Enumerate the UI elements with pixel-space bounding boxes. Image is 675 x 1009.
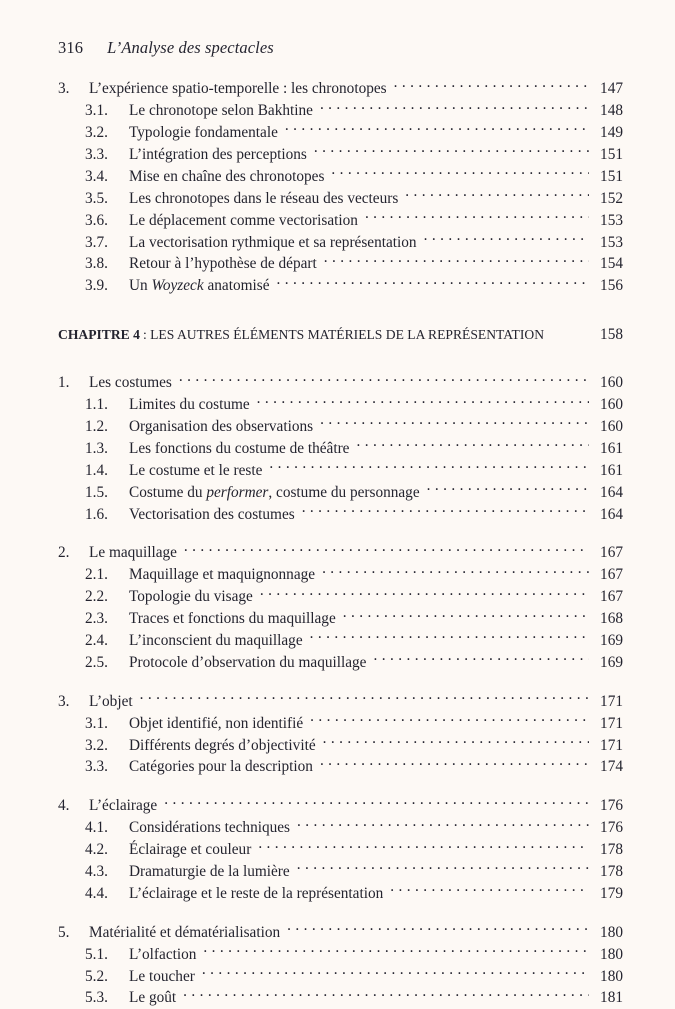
toc-entry-page-number: 149 <box>593 123 623 144</box>
toc-entry-label: Les costumes <box>89 373 179 394</box>
toc-dot-leader <box>310 630 589 645</box>
toc-entry-subsection[interactable] <box>58 608 623 630</box>
toc-entry-label: Retour à l’hypothèse de départ <box>129 254 324 275</box>
toc-entry-subsection[interactable] <box>58 965 623 987</box>
toc-dot-leader <box>184 542 589 557</box>
toc-entry-page-number: 153 <box>593 233 623 254</box>
toc-entry-page-number: 169 <box>593 631 623 652</box>
toc-entry-label: Différents degrés d’objectivité <box>129 736 323 757</box>
toc-entry-label: Protocole d’observation du maquillage <box>129 653 373 674</box>
toc-entry-page-number: 147 <box>593 79 623 100</box>
toc-entry-number: 1.3. <box>85 439 129 460</box>
toc-entry-label: Limites du costume <box>129 395 257 416</box>
toc-entry-number: 5.2. <box>85 967 129 988</box>
toc-entry-subsection[interactable] <box>58 652 623 674</box>
toc-entry-page-number: 161 <box>593 439 623 460</box>
toc-entry-page-number: 178 <box>593 862 623 883</box>
toc-entry-subsection[interactable] <box>58 144 623 166</box>
toc-entry-page-number: 167 <box>593 587 623 608</box>
toc-entry-label: L’objet <box>89 692 140 713</box>
toc-entry-page-number: 152 <box>593 189 623 210</box>
toc-entry-page-number: 179 <box>593 884 623 905</box>
toc-dot-leader <box>203 943 589 958</box>
toc-dot-leader <box>365 209 589 224</box>
toc-entry-number: 3.3. <box>85 757 129 778</box>
toc-entry-number: 5. <box>58 923 89 944</box>
toc-dot-leader <box>343 608 589 623</box>
toc-entry-subsection[interactable] <box>58 586 623 608</box>
toc-entry-number: 3.9. <box>85 276 129 297</box>
toc-dot-leader <box>427 481 589 496</box>
toc-entry-number: 1.2. <box>85 417 129 438</box>
toc-dot-leader <box>258 839 589 854</box>
toc-entry-page-number: 178 <box>593 840 623 861</box>
toc-entry-page-number: 148 <box>593 101 623 122</box>
toc-entry-subsection[interactable] <box>58 503 623 525</box>
toc-dot-leader <box>297 861 589 876</box>
toc-entry-section[interactable] <box>58 795 623 817</box>
toc-dot-leader <box>140 690 589 705</box>
toc-entry-label: Mise en chaîne des chronotopes <box>129 167 331 188</box>
toc-entry-section[interactable] <box>58 690 623 712</box>
toc-entry-subsection[interactable] <box>58 756 623 778</box>
toc-dot-leader <box>260 586 589 601</box>
toc-dot-leader <box>373 652 589 667</box>
toc-entry-label: Costume du performer, costume du personnage <box>129 483 427 504</box>
toc-entry-page-number: 180 <box>593 967 623 988</box>
toc-entry-label: L’éclairage et le reste de la représentation <box>129 884 390 905</box>
toc-entry-number: 5.3. <box>85 988 129 1009</box>
toc-entry-number: 2.4. <box>85 631 129 652</box>
toc-entry-number: 3. <box>58 79 89 100</box>
toc-entry-label: Éclairage et couleur <box>129 840 258 861</box>
toc-dot-leader <box>202 965 589 980</box>
running-head <box>58 38 274 58</box>
chapter-title: : LES AUTRES ÉLÉMENTS MATÉRIELS DE LA REPRÉSENTATION <box>143 325 544 345</box>
toc-entry-label: Traces et fonctions du maquillage <box>129 609 343 630</box>
toc-entry-number: 4.4. <box>85 884 129 905</box>
toc-entry-label: L’expérience spatio-temporelle : les chronotopes <box>89 79 394 100</box>
toc-entry-page-number: 154 <box>593 254 623 275</box>
toc-section-group <box>58 690 623 778</box>
toc-entry-subsection[interactable] <box>58 734 623 756</box>
toc-dot-leader <box>356 438 589 453</box>
toc-groups-after-chapter <box>58 372 623 1009</box>
toc-entry-label: Considérations techniques <box>129 818 297 839</box>
chapter-tag: CHAPITRE 4 <box>58 325 143 345</box>
toc-entry-page-number: 160 <box>593 373 623 394</box>
toc-entry-page-number: 180 <box>593 923 623 944</box>
toc-entry-page-number: 151 <box>593 145 623 166</box>
toc-entry-page-number: 161 <box>593 461 623 482</box>
toc-entry-number: 4.1. <box>85 818 129 839</box>
toc-entry-subsection[interactable] <box>58 187 623 209</box>
toc-entry-page-number: 171 <box>593 736 623 757</box>
toc-dot-leader <box>324 253 589 268</box>
toc-dot-leader <box>320 756 589 771</box>
toc-dot-leader <box>276 275 589 290</box>
toc-entry-number: 4. <box>58 796 89 817</box>
toc-entry-subsection[interactable] <box>58 564 623 586</box>
toc-dot-leader <box>323 734 589 749</box>
toc-entry-label: Les fonctions du costume de théâtre <box>129 439 356 460</box>
toc-dot-leader <box>164 795 589 810</box>
toc-entry-label: Vectorisation des costumes <box>129 505 302 526</box>
toc-entry-number: 2.3. <box>85 609 129 630</box>
toc-dot-leader <box>320 416 589 431</box>
toc-entry-number: 2. <box>58 543 89 564</box>
toc-entry-number: 2.1. <box>85 565 129 586</box>
toc-entry-number: 5.1. <box>85 945 129 966</box>
toc-entry-label: Un Woyzeck anatomisé <box>129 276 276 297</box>
page-folio-number: 316 <box>58 38 83 58</box>
toc-entry-page-number: 176 <box>593 796 623 817</box>
toc-entry-number: 4.2. <box>85 840 129 861</box>
toc-entry-label: Organisation des observations <box>129 417 320 438</box>
toc-entry-subsection[interactable] <box>58 231 623 253</box>
toc-entry-subsection[interactable] <box>58 209 623 231</box>
toc-entry-page-number: 153 <box>593 211 623 232</box>
toc-entry-number: 1. <box>58 373 89 394</box>
toc-entry-subsection[interactable] <box>58 861 623 883</box>
toc-entry-subsection[interactable] <box>58 987 623 1009</box>
toc-entry-number: 2.2. <box>85 587 129 608</box>
toc-dot-leader <box>322 564 589 579</box>
toc-entry-number: 3. <box>58 692 89 713</box>
toc-entry-section[interactable] <box>58 922 623 944</box>
toc-entry-subsection[interactable] <box>58 416 623 438</box>
toc-entry-number: 1.6. <box>85 505 129 526</box>
toc-entry-label: L’intégration des perceptions <box>129 145 314 166</box>
toc-entry-subsection[interactable] <box>58 712 623 734</box>
toc-entry-label: Le toucher <box>129 967 202 988</box>
toc-entry-label: Le maquillage <box>89 543 184 564</box>
toc-dot-leader <box>331 166 589 181</box>
toc-section-group <box>58 372 623 525</box>
toc-entry-page-number: 156 <box>593 276 623 297</box>
toc-entry-label: Le costume et le reste <box>129 461 269 482</box>
toc-entry-section[interactable] <box>58 542 623 564</box>
toc-entry-number: 3.2. <box>85 736 129 757</box>
toc-entry-page-number: 168 <box>593 609 623 630</box>
toc-entry-label: L’éclairage <box>89 796 164 817</box>
toc-dot-leader <box>257 394 589 409</box>
toc-entry-number: 3.1. <box>85 101 129 122</box>
toc-entry-number: 1.1. <box>85 395 129 416</box>
toc-entry-page-number: 167 <box>593 565 623 586</box>
toc-entry-subsection[interactable] <box>58 166 623 188</box>
toc-entry-subsection[interactable] <box>58 100 623 122</box>
toc-entry-subsection[interactable] <box>58 253 623 275</box>
toc-dot-leader <box>269 459 589 474</box>
toc-dot-leader <box>424 231 589 246</box>
toc-entry-subsection[interactable] <box>58 394 623 416</box>
toc-entry-number: 1.4. <box>85 461 129 482</box>
toc-dot-leader <box>314 144 589 159</box>
toc-dot-leader <box>302 503 589 518</box>
book-title: L’Analyse des spectacles <box>107 38 274 58</box>
toc-dot-leader <box>405 187 589 202</box>
toc-dot-leader <box>287 922 589 937</box>
toc-entry-subsection[interactable] <box>58 883 623 905</box>
toc-dot-leader <box>394 78 589 93</box>
toc-section-group <box>58 78 623 297</box>
toc-entry-label: Typologie fondamentale <box>129 123 285 144</box>
toc-entry-page-number: 174 <box>593 757 623 778</box>
toc-entry-page-number: 181 <box>593 988 623 1009</box>
toc-entry-page-number: 180 <box>593 945 623 966</box>
toc-entry-page-number: 160 <box>593 417 623 438</box>
toc-entry-label: Dramaturgie de la lumière <box>129 862 297 883</box>
toc-entry-page-number: 169 <box>593 653 623 674</box>
toc-entry-subsection[interactable] <box>58 438 623 460</box>
toc-entry-label: Le déplacement comme vectorisation <box>129 211 365 232</box>
toc-dot-leader <box>297 817 589 832</box>
toc-entry-subsection[interactable] <box>58 943 623 965</box>
toc-entry-label: L’olfaction <box>129 945 203 966</box>
toc-entry-number: 3.4. <box>85 167 129 188</box>
toc-section-group <box>58 542 623 673</box>
toc-entry-subsection[interactable] <box>58 275 623 297</box>
toc-entry-number: 4.3. <box>85 862 129 883</box>
toc-dot-leader <box>390 883 589 898</box>
chapter-heading <box>58 325 623 345</box>
toc-section-group <box>58 795 623 904</box>
toc-entry-subsection[interactable] <box>58 122 623 144</box>
toc-entry-page-number: 171 <box>593 692 623 713</box>
toc-entry-subsection[interactable] <box>58 630 623 652</box>
toc-entry-page-number: 151 <box>593 167 623 188</box>
chapter-page-number: 158 <box>593 325 623 345</box>
toc-entry-page-number: 160 <box>593 395 623 416</box>
toc-section-group <box>58 922 623 1009</box>
toc-entry-number: 3.1. <box>85 714 129 735</box>
toc-entry-section[interactable] <box>58 372 623 394</box>
toc-dot-leader <box>285 122 589 137</box>
toc-entry-number: 2.5. <box>85 653 129 674</box>
toc-groups-before-chapter <box>58 78 623 297</box>
toc-entry-number: 3.6. <box>85 211 129 232</box>
toc-entry-label: Le chronotope selon Bakhtine <box>129 101 320 122</box>
toc-entry-page-number: 164 <box>593 483 623 504</box>
toc-entry-number: 3.7. <box>85 233 129 254</box>
toc-entry-label: Maquillage et maquignonnage <box>129 565 322 586</box>
toc-entry-page-number: 171 <box>593 714 623 735</box>
toc-entry-label: Objet identifié, non identifié <box>129 714 310 735</box>
toc-entry-label: Matérialité et dématérialisation <box>89 923 287 944</box>
toc-entry-label: L’inconscient du maquillage <box>129 631 310 652</box>
toc-dot-leader <box>183 987 589 1002</box>
toc-entry-section[interactable] <box>58 78 623 100</box>
toc-entry-subsection[interactable] <box>58 817 623 839</box>
toc-entry-label: La vectorisation rythmique et sa représentation <box>129 233 424 254</box>
toc-entry-subsection[interactable] <box>58 481 623 503</box>
toc-entry-number: 3.3. <box>85 145 129 166</box>
toc-entry-page-number: 167 <box>593 543 623 564</box>
toc-entry-label: Catégories pour la description <box>129 757 320 778</box>
toc-entry-label: Les chronotopes dans le réseau des vecteurs <box>129 189 405 210</box>
toc-entry-page-number: 164 <box>593 505 623 526</box>
toc-entry-label: Le goût <box>129 988 183 1009</box>
toc-entry-number: 3.8. <box>85 254 129 275</box>
toc-entry-subsection[interactable] <box>58 459 623 481</box>
toc-dot-leader <box>310 712 589 727</box>
toc-entry-number: 1.5. <box>85 483 129 504</box>
toc-entry-number: 3.2. <box>85 123 129 144</box>
toc-dot-leader <box>179 372 589 387</box>
toc-entry-label: Topologie du visage <box>129 587 260 608</box>
toc-dot-leader <box>320 100 589 115</box>
toc-entry-number: 3.5. <box>85 189 129 210</box>
table-of-contents <box>0 78 675 1009</box>
toc-entry-page-number: 176 <box>593 818 623 839</box>
toc-entry-subsection[interactable] <box>58 839 623 861</box>
